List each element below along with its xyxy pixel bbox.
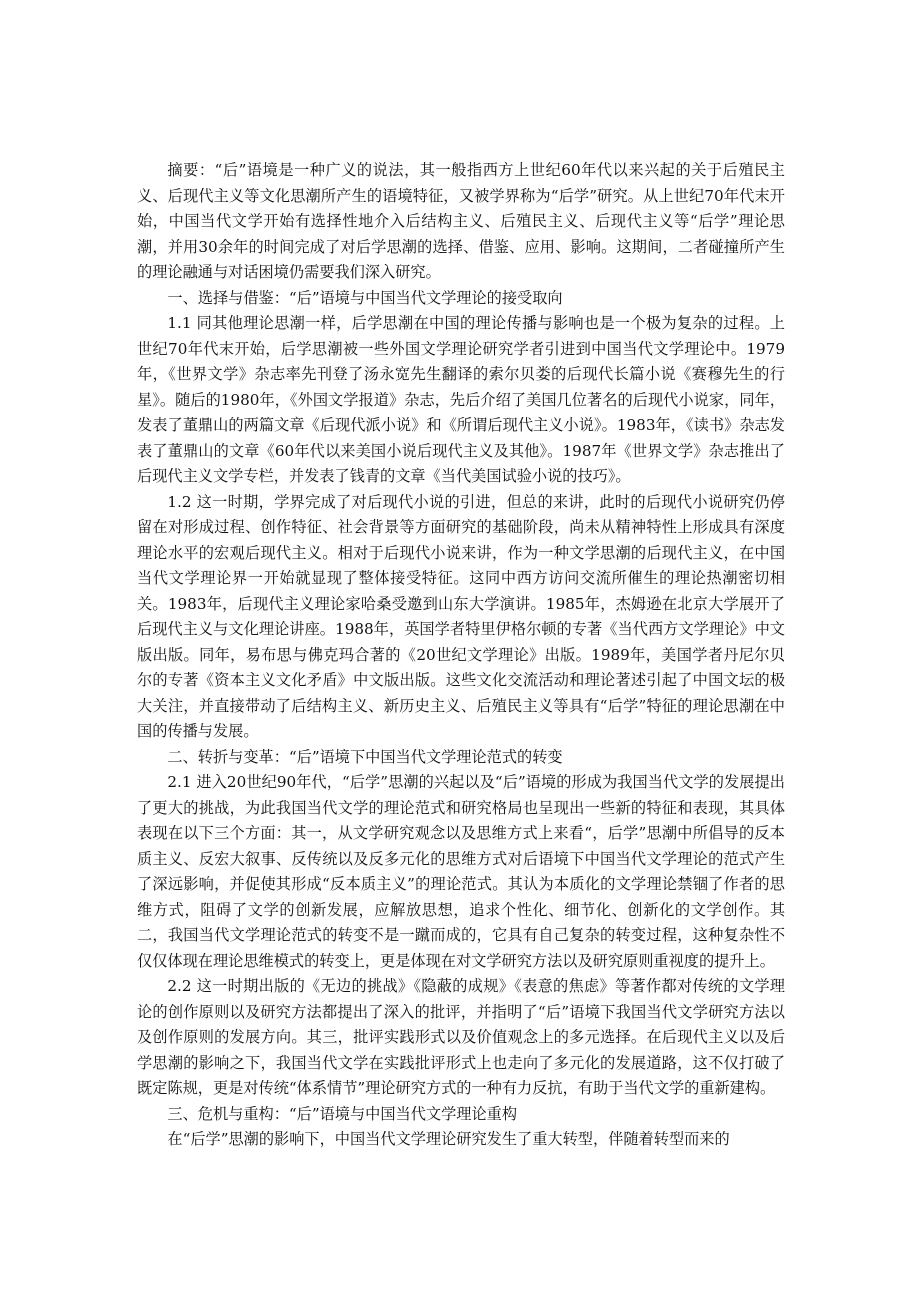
paragraph-1-2: 1.2 这一时期，学界完成了对后现代小说的引进，但总的来讲，此时的后现代小说研究仍停留在对形成过程、创作特征、社会背景等方面研究的基础阶段，尚未从精神特性上形成具有深度理论水平的宏观后现代主义。相对于后现代小说来讲，作为一种文学思潮的后现代主义，在中国当代文学理论界一开始就显现了整体接受特征。这同中西方访问交流所催生的理论热潮密切相关。1983年，后现代主义理论家哈桑受邀到山东大学演讲。1985年，杰姆逊在北京大学展开了后现代主义与文化理论讲座。1988年，英国学者特里伊格尔顿的专著《当代西方文学理论》中文版出版。同年，易布思与佛克玛合著的《20世纪文学理论》出版。1989年，美国学者丹尼尔贝尔的专著《资本主义文化矛盾》中文版出版。这些文化交流活动和理论著述引起了中国文坛的极大关注，并直接带动了后结构主义、新历史主义、后殖民主义等具有“后学”特征的理论思潮在中国的传播与发展。: [137, 492, 785, 740]
section-heading-3: 三、危机与重构：“后”语境与中国当代文学理论重构: [167, 1104, 518, 1123]
paragraph-1-1: 1.1 同其他理论思潮一样，后学思潮在中国的理论传播与影响也是一个极为复杂的过程。上世纪70年代末开始，后学思潮被一些外国文学理论研究学者引进到中国当代文学理论中。1979年，《世界文学》杂志率先刊登了汤永宽先生翻译的索尔贝娄的后现代长篇小说《赛穆先生的行星》。随后的1980年，《外国文学报道》杂志，先后介绍了美国几位著名的后现代小说家，同年，发表了董鼎山的两篇文章《后现代派小说》和《所谓后现代主义小说》。1983年，《读书》杂志发表了董鼎山的文章《60年代以来美国小说后现代主义及其他》。1987年《世界文学》杂志推出了后现代主义文学专栏，并发表了钱青的文章《当代美国试验小说的技巧》。: [137, 314, 785, 485]
section-heading-1: 一、选择与借鉴：“后”语境与中国当代文学理论的接受取向: [167, 288, 563, 307]
paragraph-3-intro: 在“后学”思潮的影响下，中国当代文学理论研究发生了重大转型，伴随着转型而来的: [167, 1130, 730, 1148]
abstract-paragraph: 摘要：“后”语境是一种广义的说法，其一般指西方上世纪60年代以来兴起的关于后殖民主义、后现代主义等文化思潮所产生的语境特征，又被学界称为“后学”研究。从上世纪70年代末开始，中国当代文学开始有选择性地介入后结构主义、后殖民主义、后现代主义等“后学”理论思潮，并用30余年的时间完成了对后学思潮的选择、借鉴、应用、影响。这期间，二者碰撞所产生的理论融通与对话困境仍需要我们深入研究。: [137, 161, 785, 281]
document-body: [137, 158, 785, 1153]
paragraph-2-1: 2.1 进入20世纪90年代，“后学”思潮的兴起以及“后”语境的形成为我国当代文学的发展提出了更大的挑战，为此我国当代文学的理论范式和研究格局也呈现出一些新的特征和表现，其具体表现在以下三个方面：其一，从文学研究观念以及思维方式上来看“，后学”思潮中所倡导的反本质主义、反宏大叙事、反传统以及反多元化的思维方式对后语境下中国当代文学理论的范式产生了深远影响，并促使其形成“反本质主义”的理论范式。其认为本质化的文学理论禁锢了作者的思维方式，阻碍了文学的创新发展，应解放思想，追求个性化、细节化、创新化的文学创作。其二，我国当代文学理论范式的转变不是一蹴而成的，它具有自己复杂的转变过程，这种复杂性不仅仅体现在理论思维模式的转变上，更是体现在对文学研究方法以及研究原则重视度的提升上。: [137, 773, 785, 970]
paragraph-2-2: 2.2 这一时期出版的《无边的挑战》《隐蔽的成规》《表意的焦虑》等著作都对传统的文学理论的创作原则以及研究方法都提出了深入的批评，并指明了“后”语境下我国当代文学研究方法以及创作原则的发展方向。其三，批评实践形式以及价值观念上的多元选择。在后现代主义以及后学思潮的影响之下，我国当代文学在实践批评形式上也走向了多元化的发展道路，这不仅打破了既定陈规，更是对传统“体系情节”理论研究方式的一种有力反抗，有助于当代文学的重新建构。: [137, 977, 785, 1097]
section-heading-2: 二、转折与变革：“后”语境下中国当代文学理论范式的转变: [167, 747, 563, 766]
